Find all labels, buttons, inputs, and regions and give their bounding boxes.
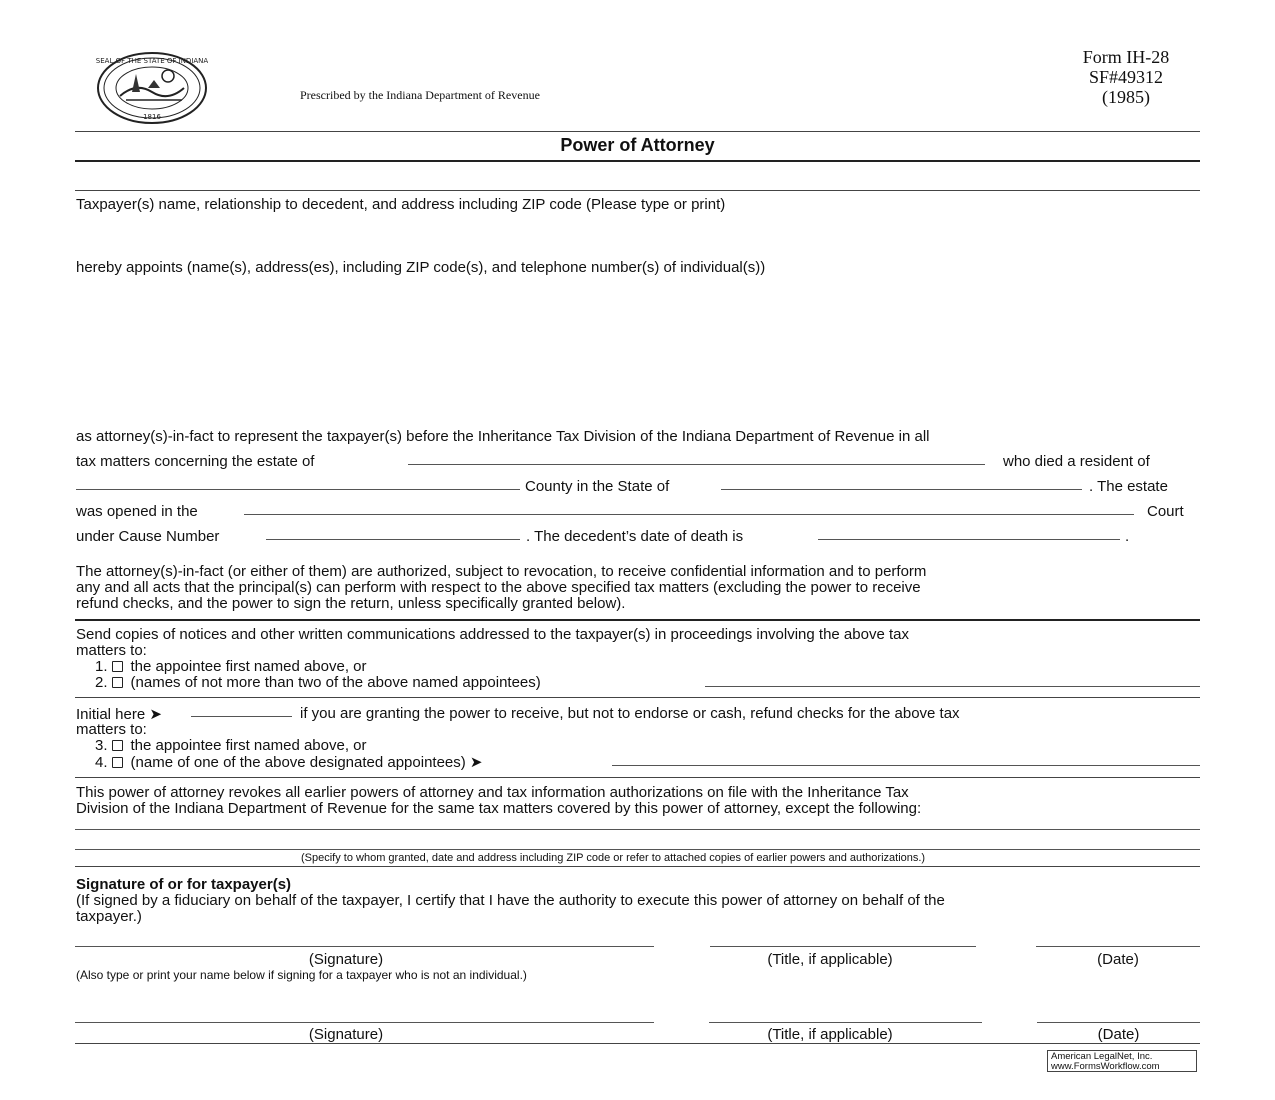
option-3-label: the appointee first named above, or — [130, 737, 367, 754]
signature-caption: (Signature) — [308, 951, 384, 968]
publisher-website[interactable]: www.FormsWorkflow.com — [1051, 1061, 1160, 1072]
option-1-checkbox[interactable] — [112, 661, 123, 672]
authorized-line-1: The attorney(s)-in-fact (or either of them) are authorized, subject to revocation, to receive confidential information and to perform — [76, 563, 927, 580]
divider — [75, 1043, 1200, 1044]
date-caption: (Date) — [1097, 1026, 1140, 1043]
option-3 — [95, 737, 367, 754]
estate-label: tax matters concerning the estate of — [76, 453, 315, 470]
divider — [75, 160, 1200, 162]
form-year: (1985) — [1102, 87, 1150, 107]
option-2 — [95, 674, 541, 691]
date-field-1[interactable] — [1036, 946, 1200, 947]
sf-number: SF#49312 — [1088, 67, 1164, 87]
certify-line-1: (If signed by a fiduciary on behalf of the taxpayer, I certify that I have the authority to execute this power of attorney on behalf of the — [76, 892, 945, 909]
cause-number-field[interactable] — [266, 539, 520, 540]
exception-field-1[interactable] — [75, 829, 1200, 830]
form-number: Form IH-28 — [1082, 47, 1170, 67]
state-field[interactable] — [721, 489, 1082, 490]
option-2-checkbox[interactable] — [112, 677, 123, 688]
opened-label: was opened in the — [76, 503, 198, 520]
certify-line-2: taxpayer.) — [76, 908, 142, 925]
option-number: 4. — [95, 754, 108, 771]
appoints-label: hereby appoints (name(s), address(es), including ZIP code(s), and telephone number(s) of individual(s)) — [76, 259, 766, 276]
title-caption: (Title, if applicable) — [767, 1026, 893, 1043]
option-3-checkbox[interactable] — [112, 740, 123, 751]
initial-field[interactable] — [191, 716, 292, 717]
option-number: 3. — [95, 737, 108, 754]
death-label: . The decedent’s date of death is — [526, 528, 744, 545]
option-4 — [95, 753, 483, 771]
prescribed-by: Prescribed by the Indiana Department of Revenue — [300, 88, 540, 102]
appointees-field[interactable] — [76, 280, 1200, 420]
send-copies-line-2: matters to: — [76, 642, 147, 659]
option-number: 1. — [95, 658, 108, 675]
court-label: Court — [1147, 503, 1184, 520]
attorney-line: as attorney(s)-in-fact to represent the taxpayer(s) before the Inheritance Tax Division of the Indiana Department of Revenue in all — [76, 428, 930, 445]
svg-text:1816: 1816 — [143, 113, 161, 121]
death-date-field[interactable] — [818, 539, 1120, 540]
county-field[interactable] — [76, 489, 520, 490]
initial-label: Initial here ➤ — [76, 706, 162, 723]
revokes-line-2: Division of the Indiana Department of Revenue for the same tax matters covered by this power of attorney, except the following: — [76, 800, 922, 817]
page-title: Power of Attorney — [560, 135, 715, 155]
authorized-line-2: any and all acts that the principal(s) can perform with respect to the above specified tax matters (excluding the power to receive — [76, 579, 921, 596]
svg-text:SEAL OF THE STATE OF INDIANA: SEAL OF THE STATE OF INDIANA — [96, 57, 208, 65]
option-1-label: the appointee first named above, or — [130, 658, 367, 675]
title-field-1[interactable] — [710, 946, 976, 947]
signature-field-1[interactable] — [75, 946, 654, 947]
date-field-2[interactable] — [1037, 1022, 1200, 1023]
option-2-names-field[interactable] — [705, 686, 1200, 687]
option-number: 2. — [95, 674, 108, 691]
title-field-2[interactable] — [709, 1022, 982, 1023]
publisher-badge — [1047, 1050, 1197, 1072]
initial-line-2: matters to: — [76, 721, 147, 738]
option-4-checkbox[interactable] — [112, 757, 123, 768]
cause-label: under Cause Number — [76, 528, 220, 545]
estate-name-field[interactable] — [408, 464, 985, 465]
revokes-line-1: This power of attorney revokes all earlier powers of attorney and tax information authorizations on file with the Inheritance Tax — [76, 784, 909, 801]
resident-label: who died a resident of — [1003, 453, 1150, 470]
option-1 — [95, 658, 367, 675]
divider — [75, 190, 1200, 191]
also-type-note: (Also type or print your name below if signing for a taxpayer who is not an individual.) — [76, 968, 527, 982]
estate-end: . The estate — [1089, 478, 1168, 495]
initial-rest: if you are granting the power to receive, but not to endorse or cash, refund checks for the above tax — [300, 705, 960, 722]
divider — [75, 131, 1200, 132]
taxpayer-field[interactable] — [76, 216, 1200, 254]
publisher-name: American LegalNet, Inc. — [1051, 1051, 1153, 1062]
county-label: County in the State of — [525, 478, 670, 495]
divider — [75, 866, 1200, 867]
court-field[interactable] — [244, 514, 1134, 515]
taxpayer-label: Taxpayer(s) name, relationship to decedent, and address including ZIP code (Please type or print) — [76, 196, 726, 213]
send-copies-line-1: Send copies of notices and other written communications addressed to the taxpayer(s) in proceedings involving the above tax — [76, 626, 909, 643]
death-end: . — [1125, 528, 1130, 545]
signature-heading: Signature of or for taxpayer(s) — [76, 876, 292, 893]
divider — [75, 619, 1200, 621]
signature-field-2[interactable] — [75, 1022, 654, 1023]
specify-note: (Specify to whom granted, date and address including ZIP code or refer to attached copies of earlier powers and authorizations.) — [301, 852, 926, 864]
divider — [75, 697, 1200, 698]
state-seal — [96, 52, 208, 124]
title-caption: (Title, if applicable) — [767, 951, 893, 968]
authorized-line-3: refund checks, and the power to sign the return, unless specifically granted below). — [76, 595, 626, 612]
date-caption: (Date) — [1097, 951, 1139, 968]
signature-caption: (Signature) — [308, 1026, 384, 1043]
exception-field-2[interactable] — [75, 849, 1200, 850]
divider — [75, 777, 1200, 778]
option-4-label: (name of one of the above designated appointees) ➤ — [130, 754, 483, 771]
option-4-name-field[interactable] — [612, 765, 1200, 766]
option-2-label: (names of not more than two of the above named appointees) — [130, 674, 541, 691]
